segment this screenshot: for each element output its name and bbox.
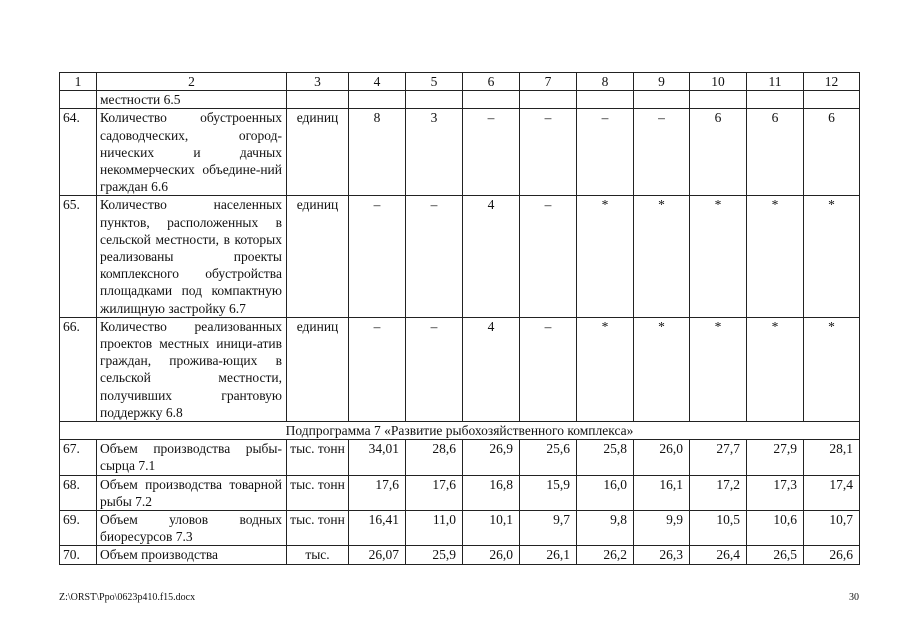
unit-cell: тыс. тонн xyxy=(287,511,349,546)
value-cell: 26,0 xyxy=(634,440,690,475)
header-cell: 1 xyxy=(60,73,97,91)
header-cell: 10 xyxy=(690,73,747,91)
value-cell: * xyxy=(804,196,860,317)
indicator-name: Количество населенных пунктов, расположенных в сельской местности, в которых реализованы проекты комплексного обустройства площадками под компактную жилищную застройку 6.7 xyxy=(97,196,287,317)
header-cell: 3 xyxy=(287,73,349,91)
value-cell: 9,7 xyxy=(520,511,577,546)
indicator-name: Объем производства xyxy=(97,546,287,564)
value-cell: 26,07 xyxy=(349,546,406,564)
value-cell: 9,9 xyxy=(634,511,690,546)
indicator-name: Количество реализованных проектов местных иници-атив граждан, прожива-ющих в сельской местности, получивших грантовую поддержку 6.8 xyxy=(97,317,287,421)
value-cell: * xyxy=(577,317,634,421)
row-number: 67. xyxy=(60,440,97,475)
value-cell: 16,1 xyxy=(634,475,690,510)
value-cell: * xyxy=(747,317,804,421)
header-cell: 6 xyxy=(463,73,520,91)
value-cell: 26,0 xyxy=(463,546,520,564)
value-cell: 26,2 xyxy=(577,546,634,564)
value-cell: – xyxy=(520,109,577,196)
unit-cell: тыс. тонн xyxy=(287,440,349,475)
value-cell: 16,8 xyxy=(463,475,520,510)
value-cell: – xyxy=(520,317,577,421)
value-cell: 4 xyxy=(463,196,520,317)
table-row xyxy=(60,317,860,421)
value-cell: 10,7 xyxy=(804,511,860,546)
value-cell: 4 xyxy=(463,317,520,421)
value-cell: 17,3 xyxy=(747,475,804,510)
header-cell: 12 xyxy=(804,73,860,91)
row-number: 66. xyxy=(60,317,97,421)
value-cell: 28,6 xyxy=(406,440,463,475)
row-number: 70. xyxy=(60,546,97,564)
value-cell: 26,6 xyxy=(804,546,860,564)
value-cell: 17,2 xyxy=(690,475,747,510)
value-cell: 25,6 xyxy=(520,440,577,475)
header-row xyxy=(60,73,860,91)
value-cell: 10,6 xyxy=(747,511,804,546)
value-cell: 28,1 xyxy=(804,440,860,475)
table-row xyxy=(60,440,860,475)
unit-cell: единиц xyxy=(287,317,349,421)
header-cell: 7 xyxy=(520,73,577,91)
subprogram-title: Подпрограмма 7 «Развитие рыбохозяйственного комплекса» xyxy=(60,422,860,440)
unit-cell: единиц xyxy=(287,196,349,317)
table-row xyxy=(60,511,860,546)
indicator-name: Объем производства товарной рыбы 7.2 xyxy=(97,475,287,510)
unit-cell: тыс. xyxy=(287,546,349,564)
value-cell: * xyxy=(634,317,690,421)
value-cell: 11,0 xyxy=(406,511,463,546)
value-cell: * xyxy=(747,196,804,317)
value-cell: 6 xyxy=(747,109,804,196)
value-cell: 27,9 xyxy=(747,440,804,475)
header-cell: 4 xyxy=(349,73,406,91)
value-cell: – xyxy=(463,109,520,196)
value-cell: * xyxy=(634,196,690,317)
row-number: 68. xyxy=(60,475,97,510)
value-cell: 17,6 xyxy=(406,475,463,510)
value-cell: – xyxy=(577,109,634,196)
header-cell: 8 xyxy=(577,73,634,91)
value-cell: * xyxy=(690,317,747,421)
indicators-table xyxy=(59,72,860,565)
value-cell: 17,4 xyxy=(804,475,860,510)
value-cell: 26,4 xyxy=(690,546,747,564)
table-row xyxy=(60,196,860,317)
table-row xyxy=(60,546,860,564)
value-cell: – xyxy=(406,317,463,421)
value-cell: 16,41 xyxy=(349,511,406,546)
page-number: 30 xyxy=(849,592,859,603)
value-cell: 8 xyxy=(349,109,406,196)
row-number: 65. xyxy=(60,196,97,317)
indicator-name: Объем производства рыбы-сырца 7.1 xyxy=(97,440,287,475)
header-cell: 2 xyxy=(97,73,287,91)
value-cell: 26,3 xyxy=(634,546,690,564)
value-cell: – xyxy=(349,317,406,421)
value-cell: – xyxy=(406,196,463,317)
value-cell: * xyxy=(804,317,860,421)
value-cell: 26,5 xyxy=(747,546,804,564)
header-cell: 11 xyxy=(747,73,804,91)
value-cell: 10,5 xyxy=(690,511,747,546)
value-cell: – xyxy=(349,196,406,317)
unit-cell: единиц xyxy=(287,109,349,196)
row-number: 69. xyxy=(60,511,97,546)
table-row xyxy=(60,109,860,196)
value-cell: 10,1 xyxy=(463,511,520,546)
file-path: Z:\ORST\Ppo\0623p410.f15.docx xyxy=(59,592,196,603)
subprogram-row xyxy=(60,422,860,440)
indicator-name: Количество обустроенных садоводческих, огород-нических и дачных некоммерческих объедине-ний граждан 6.6 xyxy=(97,109,287,196)
continuation-row xyxy=(60,91,860,109)
value-cell: – xyxy=(520,196,577,317)
indicator-name: местности 6.5 xyxy=(97,91,287,109)
value-cell: 3 xyxy=(406,109,463,196)
value-cell: 25,9 xyxy=(406,546,463,564)
value-cell: 34,01 xyxy=(349,440,406,475)
value-cell: 26,1 xyxy=(520,546,577,564)
value-cell: – xyxy=(634,109,690,196)
row-number: 64. xyxy=(60,109,97,196)
value-cell: 15,9 xyxy=(520,475,577,510)
value-cell: 25,8 xyxy=(577,440,634,475)
value-cell: 27,7 xyxy=(690,440,747,475)
value-cell: * xyxy=(690,196,747,317)
value-cell: * xyxy=(577,196,634,317)
unit-cell: тыс. тонн xyxy=(287,475,349,510)
indicator-name: Объем уловов водных биоресурсов 7.3 xyxy=(97,511,287,546)
table-row xyxy=(60,475,860,510)
header-cell: 5 xyxy=(406,73,463,91)
value-cell: 17,6 xyxy=(349,475,406,510)
value-cell: 9,8 xyxy=(577,511,634,546)
value-cell: 16,0 xyxy=(577,475,634,510)
value-cell: 6 xyxy=(690,109,747,196)
value-cell: 6 xyxy=(804,109,860,196)
header-cell: 9 xyxy=(634,73,690,91)
value-cell: 26,9 xyxy=(463,440,520,475)
